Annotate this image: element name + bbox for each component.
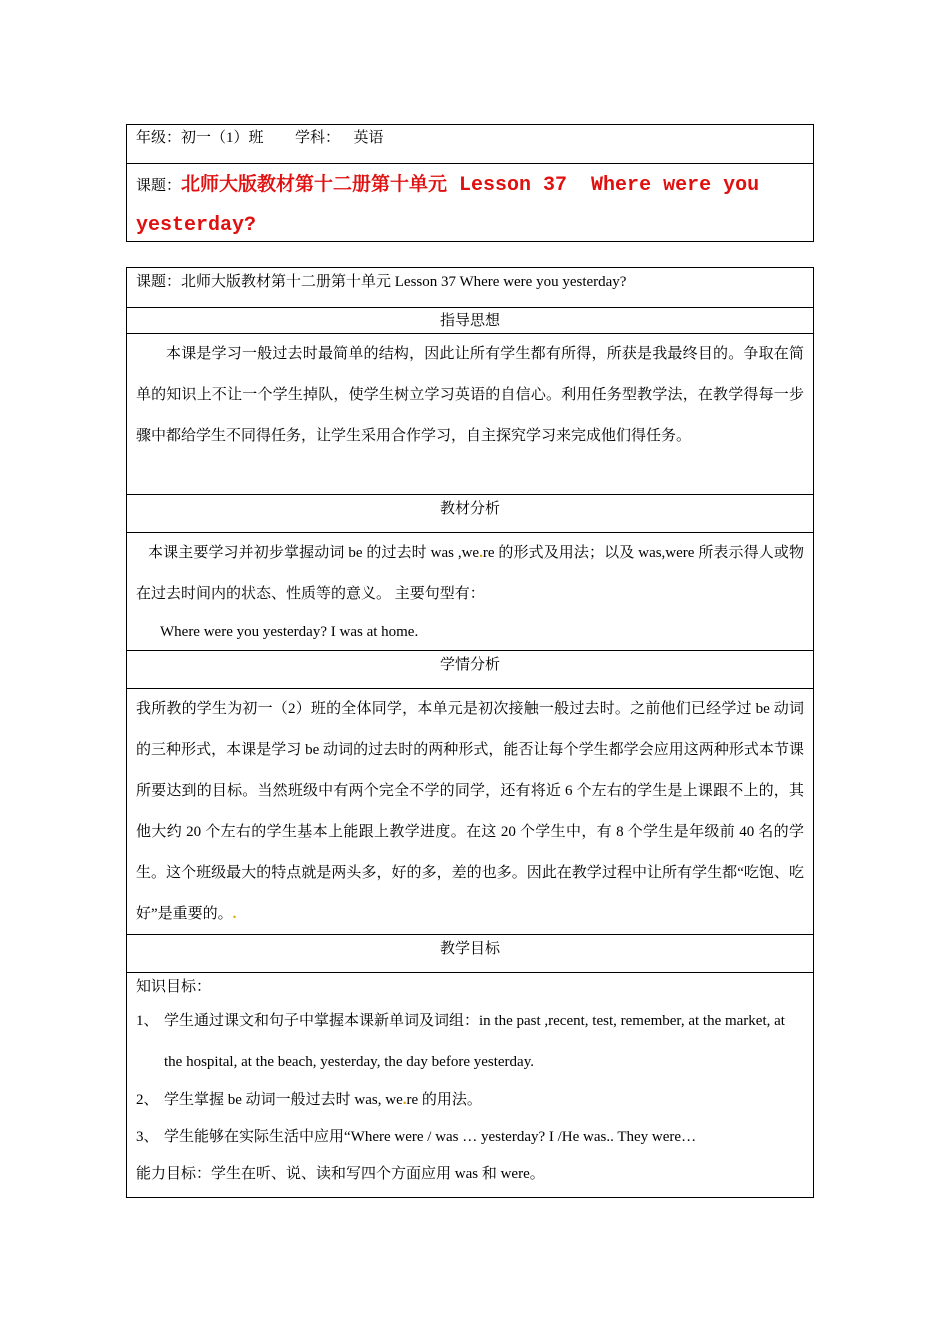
objective-num-1: 1、 <box>136 1013 159 1029</box>
objective-num-3: 3、 <box>136 1129 159 1145</box>
objective-title: 教学目标 <box>127 934 813 972</box>
material-paragraph-b: re 的形式及用法；以及 was,were 所表示得人或物在过去时间内的状态、性质等的意义。 主要句型有： <box>136 545 804 602</box>
material-paragraph-a: 本课主要学习并初步掌握动词 be 的过去时 was ,we <box>148 545 480 561</box>
student-title: 学情分析 <box>127 650 813 688</box>
student-text <box>127 688 813 934</box>
objective-text-1: 学生通过课文和句子中掌握本课新单词及词组：in the past ,recent, test, remember, at the market, at the hospital, at the beach, yesterday, the day before yesterday. <box>164 1013 785 1070</box>
mark-dot-3: . <box>402 1092 407 1108</box>
guiding-text <box>127 333 813 494</box>
topic-title-en: Lesson 37 Where were you <box>447 174 760 197</box>
objective-num-2: 2、 <box>136 1092 159 1108</box>
grade-value: 初一（1）班 <box>181 130 264 146</box>
objective-text-2b: re 的用法。 <box>406 1092 482 1108</box>
mark-dot: . <box>479 545 483 561</box>
objective-item-1 <box>136 1001 804 1083</box>
material-text <box>127 532 813 650</box>
guiding-title: 指导思想 <box>127 307 813 333</box>
objective-text-2a: 学生掌握 be 动词一般过去时 was, we <box>164 1092 403 1108</box>
lesson-plan-table <box>126 267 814 1198</box>
topic-row: 课题：北师大版教材第十二册第十单元 Lesson 37 Where were you yesterday? <box>136 274 627 290</box>
material-title: 教材分析 <box>127 494 813 532</box>
student-paragraph: 我所教的学生为初一（2）班的全体同学，本单元是初次接触一般过去时。之前他们已经学过 be 动词的三种形式，本课是学习 be 动词的过去时的两种形式，能否让每个学生都学会应用这两种形式本节课所要达到的目标。当然班级中有两个完全不学的同学，还有将近 6 个左右的学生是上课跟不上的，其他大约 20 个左右的学生基本上能跟上教学进度。在这 20 个学生中，有 8 个学生是年级前 40 名的学生。这个班级最大的特点就是两头多，好的多，差的也多。因此在教学过程中让所有学生都“吃饱、吃好”是重要的。 <box>136 701 804 922</box>
mark-dot-2: . <box>232 906 237 922</box>
guiding-paragraph: 本课是学习一般过去时最简单的结构，因此让所有学生都有所得，所获是我最终目的。争取在简单的知识上不让一个学生掉队，使学生树立学习英语的自信心。利用任务型教学法，在教学得每一步骤中都给学生不同得任务，让学生采用合作学习，自主探究学习来完成他们得任务。 <box>136 346 804 444</box>
material-example: Where were you yesterday? I was at home. <box>160 624 419 640</box>
subject-label: 学科： <box>295 130 341 146</box>
header-table <box>126 124 814 242</box>
objective-text-3: 学生能够在实际生活中应用“Where were / was … yesterday? I /He was.. They were… <box>164 1129 697 1145</box>
subject-value: 英语 <box>353 130 384 146</box>
topic-label: 课题： <box>136 178 182 194</box>
topic-title-en-cont: yesterday? <box>136 214 257 237</box>
objective-text <box>127 972 813 1197</box>
topic-title-row <box>127 163 813 241</box>
knowledge-label: 知识目标： <box>136 979 212 995</box>
grade-subject-row <box>127 125 813 163</box>
objective-item-2 <box>136 1083 804 1117</box>
topic-title-cn: 北师大版教材第十二册第十单元 <box>181 174 448 195</box>
grade-label: 年级： <box>136 130 182 146</box>
ability-objective: 能力目标：学生在听、说、读和写四个方面应用 was 和 were。 <box>136 1166 545 1182</box>
objective-item-3 <box>136 1117 804 1157</box>
